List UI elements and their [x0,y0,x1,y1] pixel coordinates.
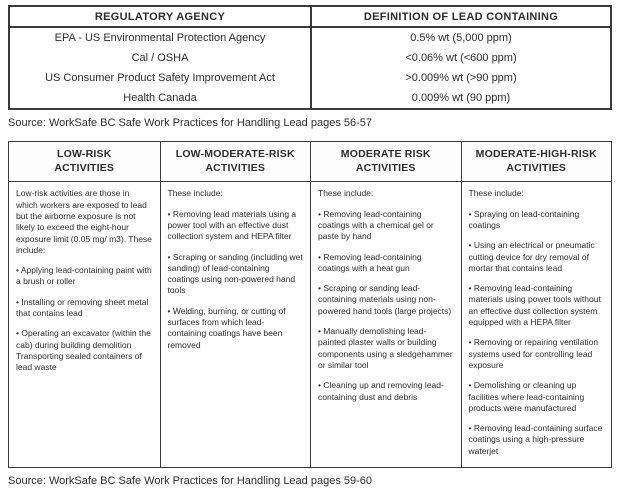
intro-text: Low-risk activities are those in which workers are exposed to lead but the airborne exposure is not likely to exceed the eight-hour exposure limit (0.05 mg/ m3). These include: [16,188,152,255]
table-row [10,68,610,88]
source-note-regulatory: Source: WorkSafe BC Safe Work Practices for Handling Lead pages 56-57 [8,117,373,129]
regulatory-table [8,5,612,110]
intro-text: These include: [318,188,374,199]
table-row [10,28,610,48]
bullet-item: • Removing or repairing ventilation systems used for controlling lead exposure [468,337,599,370]
bullet-item: • Spraying on lead-containing coatings [468,208,580,230]
definition-cell: 0.5% wt (5,000 ppm) [310,28,610,48]
lead-definition-header: DEFINITION OF LEAD CONTAINING [310,7,610,26]
intro-text: These include: [468,188,524,199]
low-moderate-risk-header [160,142,311,181]
header-line: ACTIVITIES [506,162,567,175]
risk-table-body [9,182,611,467]
definition-cell: <0.06% wt (<600 ppm) [310,48,610,68]
source-note-risk: Source: WorkSafe BC Safe Work Practices for Handling Lead pages 59-60 [8,475,373,488]
bullet-item: • Welding, burning, or cutting of surfaces from which lead- containing coatings have been removed [167,305,286,350]
moderate-risk-column [310,182,461,467]
bullet-item: • Removing lead-containing surface coatings using a high-pressure waterjet [468,423,603,456]
header-line: MODERATE RISK [340,148,431,160]
intro-text: These include: [167,188,223,199]
definition-cell: >0.009% wt (>90 ppm) [310,68,610,88]
moderate-high-risk-column [461,182,612,467]
bullet-item: • Cleaning up and removing lead-containing dust and debris [318,380,444,402]
agency-cell: US Consumer Product Safety Improvement Act [45,72,275,84]
bullet-item: • Demolishing or cleaning up facilities where lead-containing products were manufactured [468,380,585,413]
header-line: ACTIVITIES [54,162,115,175]
bullet-item: • Removing lead-containing coatings with a heat gun [318,251,422,273]
risk-activities-table [8,141,612,468]
table-row [10,48,610,68]
bullet-item: • Removing lead-containing coatings with a chemical gel or paste by hand [318,208,434,242]
bullet-item: • Operating an excavator (within the cab) during building demolition Transporting sealed containers of lead waste [16,328,151,373]
low-moderate-risk-column [160,182,311,467]
bullet-item: • Manually demolishing lead-painted plaster walls or building components using a sledgehammer or similar tool [318,326,453,370]
regulatory-table-header-row [10,7,610,28]
definition-cell: 0.009% wt (90 ppm) [310,88,610,108]
bullet-item: • Applying lead-containing paint with a brush or roller [16,265,152,287]
header-line: ACTIVITIES [355,162,416,175]
bullet-item: • Scraping or sanding lead-containing materials using non-powered hand tools (large projects) [318,283,452,316]
moderate-risk-header [310,142,461,181]
bullet-item: • Removing lead materials using a power tool with an effective dust collection system and HEPA filter [167,208,297,242]
risk-table-header-row [9,142,611,182]
bullet-item: • Removing lead-containing materials using power tools without an effective dust collection system equipped with a HEPA filter [468,283,601,328]
agency-cell: Cal / OSHA [131,52,189,64]
low-risk-column [9,182,160,467]
bullet-item: • Installing or removing sheet metal that contains lead [16,296,149,319]
bullet-item: • Scraping or sanding (including wet sanding) of lead-containing coatings using non-powered hand tools [167,251,303,296]
moderate-high-risk-header [461,142,612,181]
agency-cell: EPA - US Environmental Protection Agency [54,32,266,44]
header-line: LOW-RISK [57,148,112,160]
table-row [10,88,610,108]
regulatory-agency-header: REGULATORY AGENCY [94,10,226,23]
regulatory-table-body [10,28,610,108]
bullet-item: • Using an electrical or pneumatic cutting device for dry removal of mortar that contains lead [468,240,595,273]
agency-cell: Health Canada [123,92,197,104]
header-line: MODERATE-HIGH-RISK [475,148,597,160]
header-line: ACTIVITIES [205,162,266,175]
low-risk-header [9,142,160,181]
header-line: LOW-MODERATE-RISK [175,148,295,160]
